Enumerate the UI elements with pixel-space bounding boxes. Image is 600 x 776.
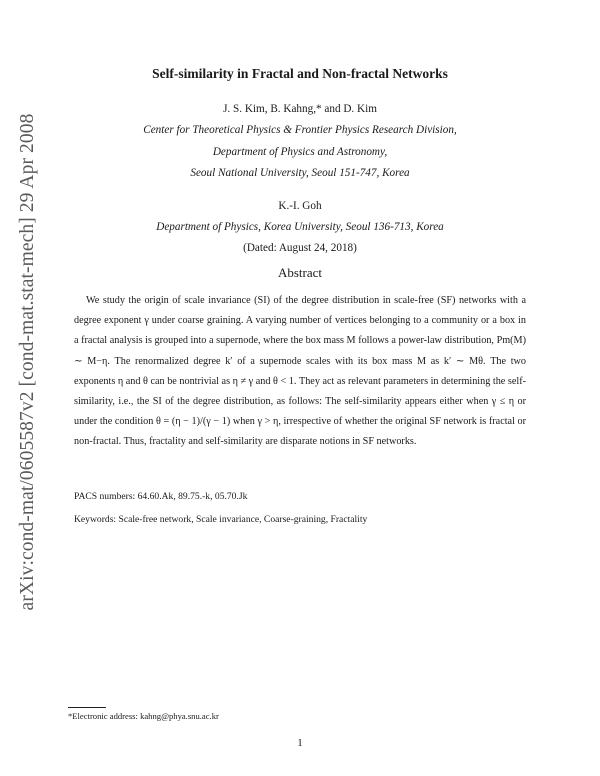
affiliation-1-line-2: Department of Physics and Astronomy, — [212, 146, 388, 158]
pacs-numbers: PACS numbers: 64.60.Ak, 89.75.-k, 05.70.Jk — [74, 491, 248, 502]
authors-group-2: K.-I. Goh — [278, 200, 322, 212]
paper-title: Self-similarity in Fractal and Non-fractal Networks — [152, 66, 448, 81]
authors-group-1: J. S. Kim, B. Kahng,* and D. Kim — [223, 103, 377, 115]
affiliation-2: Department of Physics, Korea University, Seoul 136-713, Korea — [156, 221, 444, 233]
affiliation-1-line-1: Center for Theoretical Physics & Frontier Physics Research Division, — [143, 124, 457, 136]
arxiv-id-text: arXiv:cond-mat/0605587v2 [cond-mat.stat-mech] 29 Apr 2008 — [17, 113, 38, 611]
footnote-rule — [68, 707, 106, 708]
page-number: 1 — [297, 737, 303, 749]
keywords: Keywords: Scale-free network, Scale invariance, Coarse-graining, Fractality — [74, 514, 368, 525]
abstract-body: We study the origin of scale invariance (SI) of the degree distribution in scale-free (SF) networks with a degree exponent γ under coarse graining. A varying number of vertices belonging to a community or a box in a fractal analysis is grouped into a supernode, where the box mass M follows a power-law distribution, Pm(M) ∼ M−η. The renormalized degree k′ of a supernode scales with its box mass M as k′ ∼ Mθ. The two exponents η and θ can be nontrivial as η ≠ γ and θ < 1. They act as relevant parameters in determining the self-similarity, i.e., the SI of the degree distribution, as follows: The self-similarity appears either when γ ≤ η or under the condition θ = (η − 1)/(γ − 1) when γ > η, irrespective of whether the original SF network is fractal or non-fractal. Thus, fractality and self-similarity are disparate notions in SF networks. — [74, 295, 526, 448]
affiliation-1-line-3: Seoul National University, Seoul 151-747, Korea — [190, 167, 410, 179]
abstract-heading: Abstract — [277, 265, 323, 280]
footnote-email: *Electronic address: kahng@phya.snu.ac.kr — [68, 711, 219, 721]
dated-line: (Dated: August 24, 2018) — [243, 242, 357, 254]
arxiv-identifier-stamp — [8, 0, 48, 776]
